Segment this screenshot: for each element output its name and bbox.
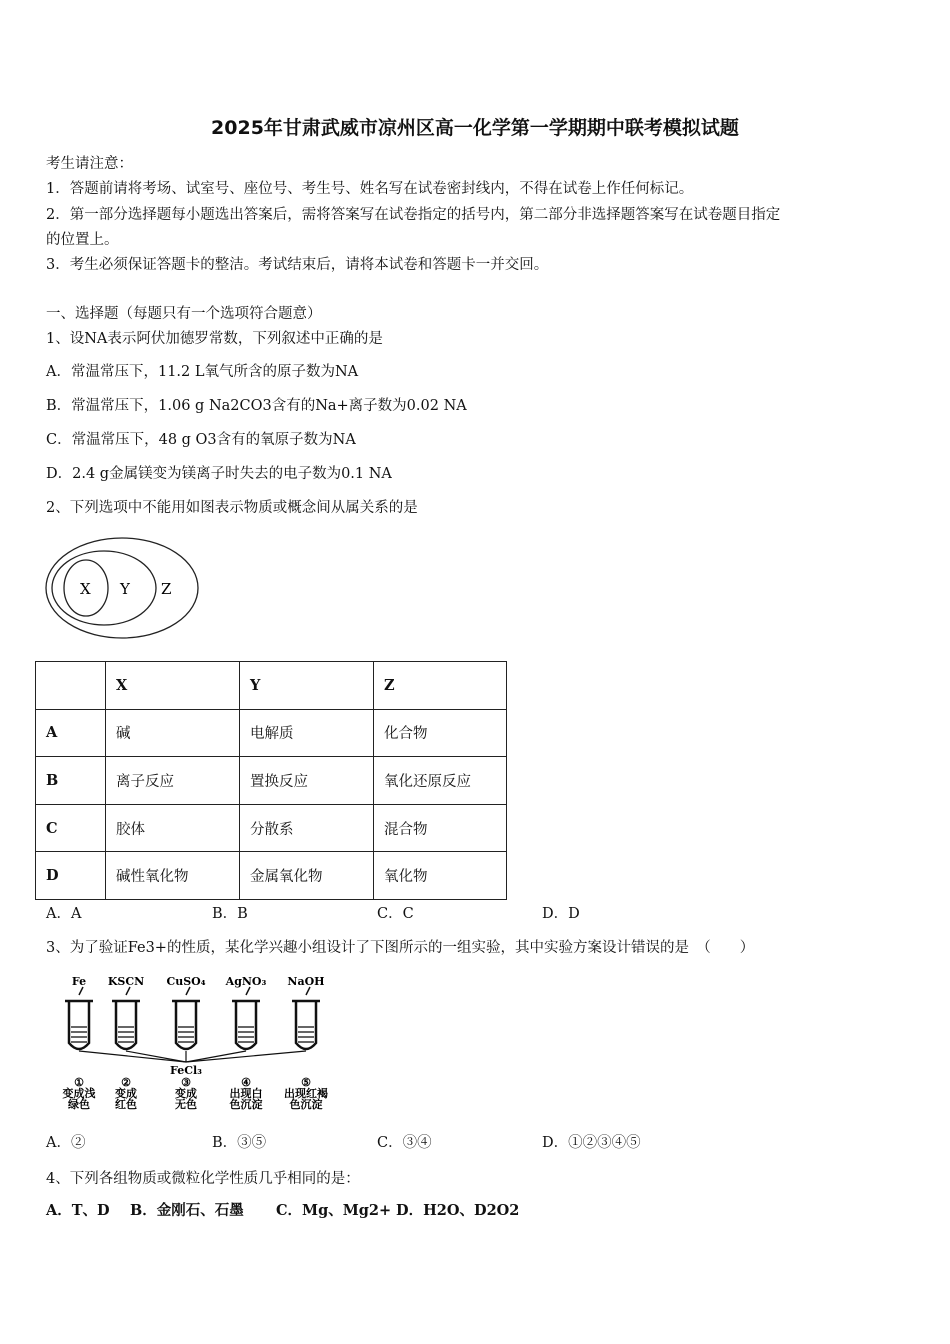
venn-diagram	[44, 536, 204, 642]
q4-stem: 4、下列各组物质或微粒化学性质几乎相同的是：	[46, 1171, 360, 1187]
q1-stem: 1、设NA表示阿伏加德罗常数，下列叙述中正确的是	[46, 331, 383, 347]
reagent-label: AgNO₃	[225, 975, 267, 988]
fecl3-label: FeCl₃	[170, 1064, 202, 1077]
result-label: 出现白	[229, 1087, 263, 1100]
notice-item: 的位置上。	[46, 232, 119, 248]
label-x: X	[80, 580, 91, 598]
q2-option-b: B．B	[212, 906, 248, 922]
notice-heading: 考生请注意：	[46, 156, 133, 172]
col-x: X	[106, 662, 240, 710]
reagent-label: KSCN	[107, 975, 145, 988]
notice-item: 2．第一部分选择题每小题选出答案后，需将答案写在试卷指定的括号内，第二部分非选择题答案写在试卷题目指定	[46, 207, 781, 223]
result-label: ⑤	[301, 1076, 311, 1089]
table-header-row	[36, 662, 507, 710]
table-row: C 胶体 分散系 混合物	[36, 804, 507, 852]
result-label: ②	[121, 1076, 131, 1089]
result-label: 变成	[175, 1087, 197, 1100]
result-label: ④	[241, 1076, 251, 1089]
q3-stem: 3、为了验证Fe3+的性质，某化学兴趣小组设计了下图所示的一组实验，其中实验方案设计错误的是 （ ）	[46, 940, 755, 956]
result-label: 出现红褐	[284, 1087, 328, 1100]
q3-option-c: C．③④	[377, 1135, 432, 1151]
q1-option-b: B．常温常压下，1.06 g Na2CO3含有的Na+离子数为0.02 NA	[46, 398, 467, 414]
result-label: 绿色	[68, 1098, 90, 1111]
test-tube	[186, 975, 267, 1111]
reagent-label: Fe	[71, 975, 87, 988]
q4-option-d: D．H2O、D2O2	[396, 1202, 520, 1219]
label-z: Z	[161, 580, 172, 598]
col-z: Z	[374, 662, 507, 710]
q2-option-c: C．C	[377, 906, 414, 922]
test-tube	[166, 975, 205, 1111]
q1-option-d: D．2.4 g金属镁变为镁离子时失去的电子数为0.1 NA	[46, 466, 392, 482]
q4-option-a: A．T、D	[46, 1202, 110, 1219]
q2-option-a: A．A	[46, 906, 82, 922]
table-row: D 碱性氧化物 金属氧化物 氧化物	[36, 852, 507, 900]
result-label: 色沉淀	[229, 1098, 263, 1111]
result-label: ①	[74, 1076, 84, 1089]
result-label: ③	[181, 1076, 191, 1089]
reagent-label: NaOH	[287, 975, 325, 988]
result-label: 色沉淀	[289, 1098, 323, 1111]
q2-table	[35, 661, 507, 900]
q3-option-a: A．②	[46, 1135, 86, 1151]
page-title: 2025年甘肃武威市凉州区高一化学第一学期期中联考模拟试题	[211, 117, 739, 139]
notice-item: 3．考生必须保证答题卡的整洁。考试结束后，请将本试卷和答题卡一并交回。	[46, 257, 549, 273]
q3-option-b: B．③⑤	[212, 1135, 267, 1151]
notice-item: 1．答题前请将考场、试室号、座位号、考生号、姓名写在试卷密封线内，不得在试卷上作任何标记。	[46, 181, 694, 197]
table-row: A 碱 电解质 化合物	[36, 709, 507, 757]
q2-option-d: D．D	[542, 906, 580, 922]
result-label: 红色	[115, 1098, 137, 1111]
reagent-label: CuSO₄	[166, 975, 206, 988]
label-y: Y	[120, 580, 130, 598]
experiment-figure	[50, 975, 350, 1117]
q4-option-c: C．Mg、Mg2+	[276, 1202, 392, 1219]
table-row: B 离子反应 置换反应 氧化还原反应	[36, 757, 507, 805]
result-label: 无色	[175, 1098, 197, 1111]
q2-stem: 2、下列选项中不能用如图表示物质或概念间从属关系的是	[46, 500, 418, 516]
result-label: 变成浅	[62, 1087, 96, 1100]
section-heading: 一、选择题（每题只有一个选项符合题意）	[46, 306, 322, 322]
q4-option-b: B．金刚石、石墨	[130, 1202, 244, 1219]
q3-option-d: D．①②③④⑤	[542, 1135, 641, 1151]
q1-option-c: C．常温常压下，48 g O3含有的氧原子数为NA	[46, 432, 356, 448]
col-y: Y	[240, 662, 374, 710]
q1-option-a: A．常温常压下，11.2 L氧气所含的原子数为NA	[46, 364, 359, 380]
result-label: 变成	[115, 1087, 137, 1100]
